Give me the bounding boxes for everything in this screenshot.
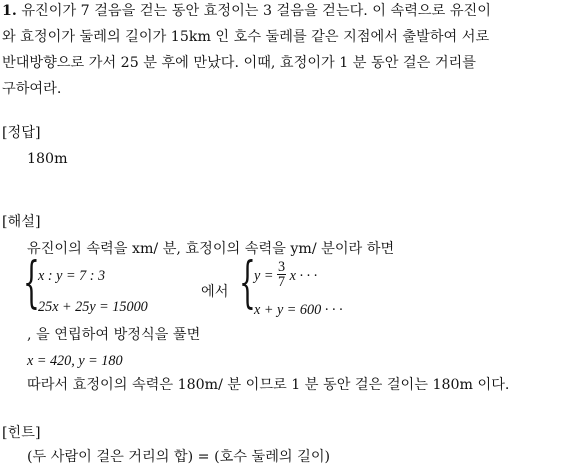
explanation-heading: [해설] (2, 214, 41, 230)
problem-line-3: 반대방향으로 가서 25 분 후에 만났다. 이때, 효정이가 1 분 동안 걸은 거리를 (2, 55, 476, 71)
system2-eq1 (254, 259, 318, 291)
result-line: x = 420, y = 180 (27, 353, 123, 369)
connector-text: 에서 (201, 284, 229, 300)
problem-text-1: 유진이가 7 걸음을 걷는 동안 효정이는 3 걸음을 걷는다. 이 속력으로 유진이 (21, 3, 491, 19)
left-brace-2: { (239, 251, 256, 315)
fraction-numerator: 3 (277, 259, 286, 275)
conclusion-line: 따라서 효정이의 속력은 180m/ 분 이므로 1 분 동안 걸은 걸이는 180m 이다. (27, 377, 510, 393)
answer-heading: [정답] (2, 125, 41, 141)
hint-text: (두 사람이 걸은 거리의 합) = (호수 둘레의 길이) (27, 449, 331, 465)
explanation-intro: 유진이의 속력을 xm/ 분, 효정이의 속력을 ym/ 분이라 하면 (27, 241, 395, 257)
system2-eq1-rhs: x · · · (289, 267, 318, 284)
answer-value: 180m (27, 151, 68, 167)
problem-line-4: 구하여라. (2, 81, 62, 97)
system1-eq1: x : y = 7 : 3 (38, 268, 106, 284)
solve-line: , 을 연립하여 방정식을 풀면 (27, 327, 201, 343)
system2-eq1-lhs: y = (254, 267, 274, 284)
problem-line-1 (2, 2, 491, 20)
system1-eq2: 25x + 25y = 15000 (38, 299, 148, 315)
problem-line-2: 와 효정이가 둘레의 길이가 15km 인 호수 둘레를 같은 지점에서 출발하여 서로 (2, 29, 490, 45)
left-brace-1: { (23, 251, 40, 315)
problem-number: 1. (2, 3, 17, 19)
system2-eq2: x + y = 600 · · · (254, 302, 343, 318)
fraction (277, 260, 286, 289)
fraction-denominator: 7 (277, 274, 286, 290)
hint-heading: [힌트] (2, 425, 41, 441)
